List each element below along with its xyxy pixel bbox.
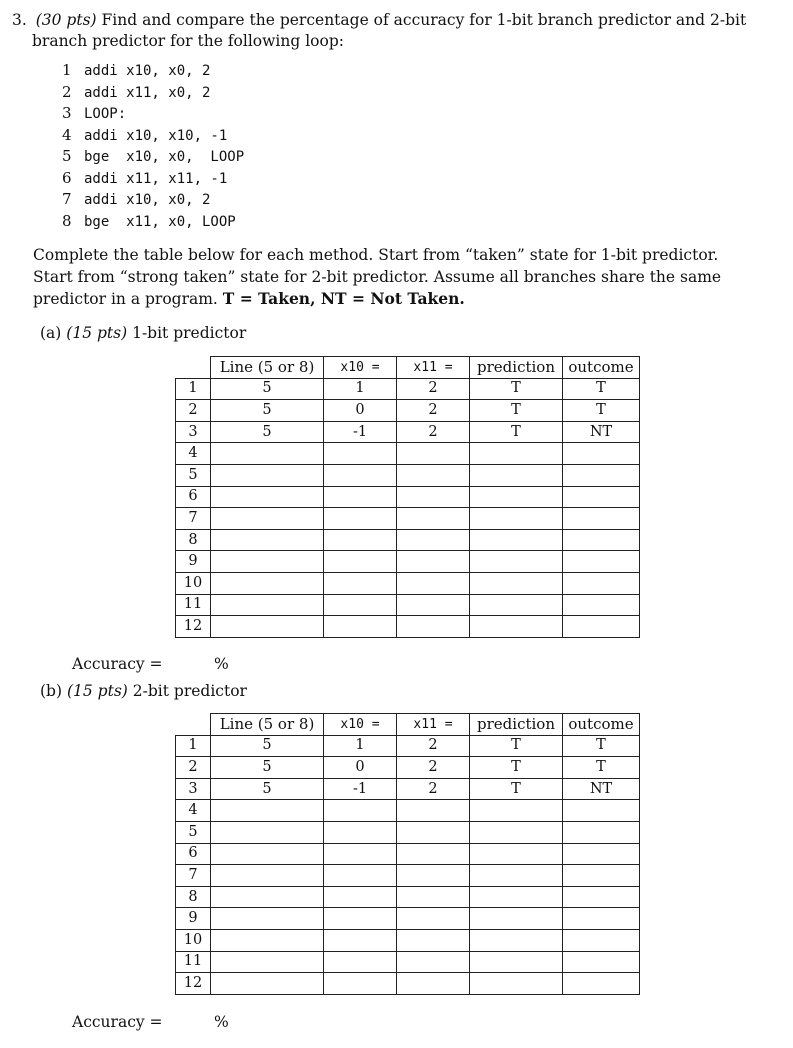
- cell-x11[interactable]: 2: [397, 421, 470, 443]
- row-index: 9: [176, 908, 211, 930]
- row-index: 8: [176, 529, 211, 551]
- cell-x11[interactable]: [397, 929, 470, 951]
- cell-x11[interactable]: [397, 973, 470, 995]
- cell-prediction[interactable]: [470, 929, 563, 951]
- cell-line[interactable]: [211, 551, 324, 573]
- code-line-text: addi x10, x10, -1: [84, 127, 228, 144]
- instructions-text: Complete the table below for each method. Start from “taken” state for 1-bit predictor. Start from “strong taken” state for 2-bit predictor. Assume all branches share the same predictor in a program.: [33, 246, 722, 308]
- table-row: [176, 843, 640, 865]
- instructions: [33, 244, 753, 310]
- cell-x10[interactable]: [324, 529, 397, 551]
- cell-prediction[interactable]: [470, 486, 563, 508]
- table-row: [176, 757, 640, 779]
- cell-x11[interactable]: [397, 551, 470, 573]
- row-index: 7: [176, 508, 211, 530]
- table-row: [176, 865, 640, 887]
- part-a-letter: (a): [40, 324, 62, 342]
- code-line-text: LOOP:: [84, 106, 127, 122]
- cell-prediction[interactable]: T: [470, 757, 563, 779]
- cell-outcome[interactable]: [563, 908, 640, 930]
- cell-prediction[interactable]: [470, 572, 563, 594]
- row-index: 5: [176, 464, 211, 486]
- table-row: [176, 908, 640, 930]
- code-line-number: 1: [62, 61, 72, 79]
- code-line-number: 5: [62, 147, 72, 165]
- cell-line[interactable]: 5: [211, 735, 324, 757]
- problem-text-line2: branch predictor for the following loop:: [32, 32, 344, 50]
- header-prediction: prediction: [470, 714, 563, 736]
- cell-prediction[interactable]: [470, 865, 563, 887]
- table-row: [176, 464, 640, 486]
- cell-prediction[interactable]: T: [470, 735, 563, 757]
- code-line-number: 4: [62, 125, 72, 144]
- row-index: 4: [176, 443, 211, 465]
- problem-number: 3.: [12, 11, 27, 29]
- cell-x10[interactable]: -1: [324, 778, 397, 800]
- table-row: [176, 800, 640, 822]
- row-index: 2: [176, 400, 211, 422]
- cell-x11[interactable]: 2: [397, 735, 470, 757]
- code-line-text: addi x11, x11, -1: [84, 170, 228, 187]
- table-row: [176, 400, 640, 422]
- cell-prediction[interactable]: [470, 464, 563, 486]
- header-x11: x11 =: [397, 714, 470, 736]
- cell-outcome[interactable]: [563, 572, 640, 594]
- cell-x10[interactable]: [324, 951, 397, 973]
- table-row: [176, 616, 640, 638]
- code-listing: [62, 60, 244, 232]
- cell-line[interactable]: [211, 443, 324, 465]
- cell-prediction[interactable]: [470, 973, 563, 995]
- cell-outcome[interactable]: NT: [563, 778, 640, 800]
- cell-outcome[interactable]: T: [563, 378, 640, 400]
- cell-x10[interactable]: [324, 908, 397, 930]
- cell-prediction[interactable]: [470, 908, 563, 930]
- table-corner: [176, 357, 211, 379]
- header-prediction: prediction: [470, 357, 563, 379]
- code-line-text: bge x11, x0, LOOP: [84, 213, 236, 230]
- cell-line[interactable]: [211, 886, 324, 908]
- cell-line[interactable]: [211, 908, 324, 930]
- table-row: [176, 973, 640, 995]
- table-header-row: [176, 714, 640, 736]
- table-row: [176, 378, 640, 400]
- cell-outcome[interactable]: [563, 865, 640, 887]
- header-x10: x10 =: [324, 357, 397, 379]
- cell-outcome[interactable]: [563, 843, 640, 865]
- code-line-number: 7: [62, 190, 72, 208]
- cell-x10[interactable]: [324, 551, 397, 573]
- cell-line[interactable]: 5: [211, 778, 324, 800]
- code-line-number: 6: [62, 168, 72, 187]
- cell-outcome[interactable]: T: [563, 757, 640, 779]
- row-index: 6: [176, 486, 211, 508]
- cell-line[interactable]: [211, 843, 324, 865]
- header-line: Line (5 or 8): [211, 714, 324, 736]
- code-line: [62, 211, 244, 233]
- cell-line[interactable]: [211, 594, 324, 616]
- problem-text-line1: Find and compare the percentage of accuracy for 1-bit branch predictor and 2-bit: [101, 11, 747, 29]
- instructions-legend: T = Taken, NT = Not Taken.: [222, 289, 465, 308]
- accuracy-label: Accuracy =: [72, 1013, 163, 1031]
- cell-outcome[interactable]: [563, 973, 640, 995]
- table-row: [176, 529, 640, 551]
- cell-x11[interactable]: [397, 572, 470, 594]
- table-row: [176, 421, 640, 443]
- cell-x10[interactable]: [324, 508, 397, 530]
- part-b-points: (15 pts): [66, 682, 128, 700]
- cell-line[interactable]: 5: [211, 757, 324, 779]
- code-line-text: bge x10, x0, LOOP: [84, 149, 245, 165]
- cell-x11[interactable]: [397, 800, 470, 822]
- table-row: [176, 886, 640, 908]
- cell-outcome[interactable]: [563, 951, 640, 973]
- row-index: 7: [176, 865, 211, 887]
- row-index: 2: [176, 757, 211, 779]
- cell-prediction[interactable]: [470, 616, 563, 638]
- cell-x11[interactable]: 2: [397, 757, 470, 779]
- cell-prediction[interactable]: [470, 821, 563, 843]
- cell-outcome[interactable]: [563, 529, 640, 551]
- row-index: 5: [176, 821, 211, 843]
- cell-outcome[interactable]: T: [563, 735, 640, 757]
- table-row: [176, 551, 640, 573]
- part-a-points: (15 pts): [66, 324, 128, 342]
- table-row: [176, 778, 640, 800]
- cell-prediction[interactable]: T: [470, 378, 563, 400]
- cell-line[interactable]: [211, 616, 324, 638]
- cell-x10[interactable]: [324, 464, 397, 486]
- table-row: [176, 443, 640, 465]
- code-line-number: 2: [62, 82, 72, 101]
- table-row: [176, 594, 640, 616]
- code-line: [62, 60, 244, 82]
- cell-x11[interactable]: [397, 951, 470, 973]
- cell-x11[interactable]: [397, 486, 470, 508]
- cell-outcome[interactable]: [563, 443, 640, 465]
- cell-x10[interactable]: [324, 886, 397, 908]
- cell-x11[interactable]: [397, 594, 470, 616]
- accuracy-unit: %: [214, 1013, 229, 1031]
- code-line-text: addi x10, x0, 2: [84, 63, 211, 79]
- part-b-title: 2-bit predictor: [132, 682, 247, 700]
- table-row: [176, 508, 640, 530]
- row-index: 9: [176, 551, 211, 573]
- cell-x11[interactable]: [397, 616, 470, 638]
- row-index: 10: [176, 572, 211, 594]
- cell-outcome[interactable]: [563, 800, 640, 822]
- cell-prediction[interactable]: [470, 886, 563, 908]
- row-index: 6: [176, 843, 211, 865]
- cell-prediction[interactable]: [470, 800, 563, 822]
- header-outcome: outcome: [563, 714, 640, 736]
- cell-outcome[interactable]: [563, 929, 640, 951]
- cell-outcome[interactable]: [563, 551, 640, 573]
- cell-x11[interactable]: [397, 821, 470, 843]
- cell-prediction[interactable]: [470, 951, 563, 973]
- cell-prediction[interactable]: T: [470, 778, 563, 800]
- cell-line[interactable]: [211, 529, 324, 551]
- cell-outcome[interactable]: [563, 464, 640, 486]
- row-index: 12: [176, 973, 211, 995]
- cell-prediction[interactable]: [470, 529, 563, 551]
- cell-x11[interactable]: [397, 529, 470, 551]
- code-line: [62, 125, 244, 147]
- cell-x10[interactable]: 1: [324, 378, 397, 400]
- code-line: [62, 189, 244, 211]
- prediction-table-2bit: [175, 713, 640, 995]
- cell-line[interactable]: [211, 973, 324, 995]
- accuracy-unit: %: [214, 655, 229, 673]
- cell-outcome[interactable]: [563, 616, 640, 638]
- cell-outcome[interactable]: [563, 508, 640, 530]
- cell-outcome[interactable]: [563, 486, 640, 508]
- cell-line[interactable]: [211, 486, 324, 508]
- code-line-text: addi x10, x0, 2: [84, 192, 211, 208]
- accuracy-label: Accuracy =: [72, 655, 163, 673]
- cell-prediction[interactable]: T: [470, 421, 563, 443]
- cell-prediction[interactable]: [470, 594, 563, 616]
- cell-x11[interactable]: [397, 508, 470, 530]
- table-row: [176, 929, 640, 951]
- cell-x10[interactable]: [324, 486, 397, 508]
- cell-x11[interactable]: [397, 443, 470, 465]
- row-index: 10: [176, 929, 211, 951]
- cell-outcome[interactable]: NT: [563, 421, 640, 443]
- cell-prediction[interactable]: [470, 443, 563, 465]
- cell-line[interactable]: 5: [211, 400, 324, 422]
- cell-x11[interactable]: 2: [397, 778, 470, 800]
- cell-outcome[interactable]: [563, 886, 640, 908]
- cell-line[interactable]: [211, 508, 324, 530]
- problem-points: (30 pts): [35, 11, 97, 29]
- code-line: [62, 103, 244, 125]
- header-outcome: outcome: [563, 357, 640, 379]
- header-x10: x10 =: [324, 714, 397, 736]
- cell-x10[interactable]: [324, 800, 397, 822]
- accuracy-2bit: [72, 1013, 229, 1031]
- table-row: [176, 486, 640, 508]
- cell-outcome[interactable]: [563, 821, 640, 843]
- part-b-label: [40, 682, 247, 700]
- cell-x11[interactable]: [397, 464, 470, 486]
- cell-line[interactable]: [211, 464, 324, 486]
- cell-x11[interactable]: [397, 908, 470, 930]
- cell-x11[interactable]: 2: [397, 378, 470, 400]
- cell-prediction[interactable]: [470, 843, 563, 865]
- cell-outcome[interactable]: T: [563, 400, 640, 422]
- cell-x11[interactable]: [397, 886, 470, 908]
- cell-x10[interactable]: [324, 843, 397, 865]
- table-header-row: [176, 357, 640, 379]
- cell-x11[interactable]: [397, 865, 470, 887]
- accuracy-1bit: [72, 655, 229, 673]
- table-row: [176, 572, 640, 594]
- cell-x10[interactable]: [324, 572, 397, 594]
- cell-x11[interactable]: [397, 843, 470, 865]
- cell-line[interactable]: [211, 865, 324, 887]
- cell-x10[interactable]: 1: [324, 735, 397, 757]
- part-a-title: 1-bit predictor: [132, 324, 247, 342]
- code-line-number: 8: [62, 211, 72, 230]
- table-corner: [176, 714, 211, 736]
- cell-line[interactable]: [211, 800, 324, 822]
- table-row: [176, 951, 640, 973]
- code-line: [62, 146, 244, 168]
- row-index: 1: [176, 378, 211, 400]
- prediction-table-1bit: [175, 356, 640, 638]
- cell-outcome[interactable]: [563, 594, 640, 616]
- row-index: 8: [176, 886, 211, 908]
- header-line: Line (5 or 8): [211, 357, 324, 379]
- row-index: 11: [176, 594, 211, 616]
- cell-prediction[interactable]: T: [470, 400, 563, 422]
- cell-line[interactable]: [211, 572, 324, 594]
- code-line-number: 3: [62, 104, 72, 122]
- cell-x10[interactable]: [324, 865, 397, 887]
- cell-x10[interactable]: 0: [324, 757, 397, 779]
- cell-line[interactable]: [211, 951, 324, 973]
- part-b-letter: (b): [40, 682, 63, 700]
- code-line: [62, 168, 244, 190]
- table-row: [176, 821, 640, 843]
- cell-x10[interactable]: 0: [324, 400, 397, 422]
- cell-line[interactable]: [211, 821, 324, 843]
- row-index: 11: [176, 951, 211, 973]
- cell-x10[interactable]: [324, 973, 397, 995]
- cell-line[interactable]: 5: [211, 378, 324, 400]
- cell-x10[interactable]: [324, 616, 397, 638]
- cell-x10[interactable]: -1: [324, 421, 397, 443]
- cell-line[interactable]: 5: [211, 421, 324, 443]
- cell-prediction[interactable]: [470, 508, 563, 530]
- problem-statement: [12, 10, 752, 52]
- row-index: 3: [176, 421, 211, 443]
- row-index: 4: [176, 800, 211, 822]
- code-line: [62, 82, 244, 104]
- cell-x10[interactable]: [324, 821, 397, 843]
- cell-x10[interactable]: [324, 929, 397, 951]
- cell-x10[interactable]: [324, 594, 397, 616]
- table-row: [176, 735, 640, 757]
- row-index: 12: [176, 616, 211, 638]
- cell-prediction[interactable]: [470, 551, 563, 573]
- header-x11: x11 =: [397, 357, 470, 379]
- cell-line[interactable]: [211, 929, 324, 951]
- row-index: 1: [176, 735, 211, 757]
- cell-x11[interactable]: 2: [397, 400, 470, 422]
- row-index: 3: [176, 778, 211, 800]
- part-a-label: [40, 324, 246, 342]
- cell-x10[interactable]: [324, 443, 397, 465]
- code-line-text: addi x11, x0, 2: [84, 84, 211, 101]
